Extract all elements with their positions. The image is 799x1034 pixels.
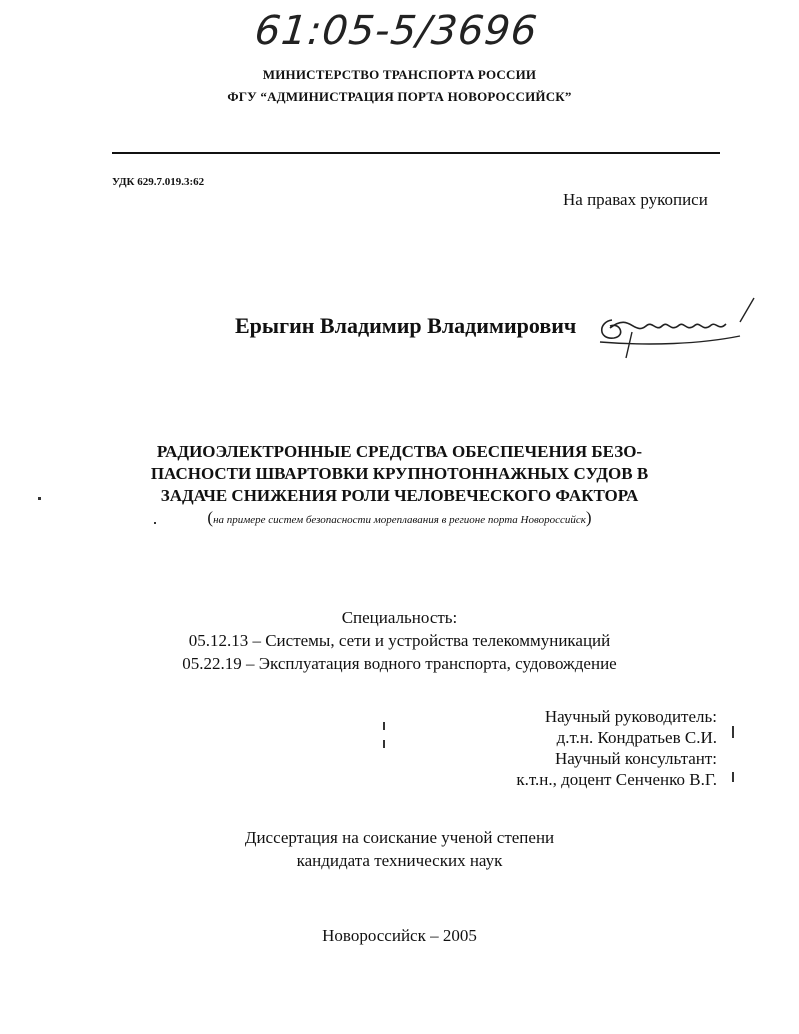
dissertation-line-2: кандидата технических наук	[296, 851, 503, 870]
scan-artifact-mark	[732, 726, 734, 738]
scan-artifact-mark	[383, 740, 385, 748]
supervisor-label: Научный руководитель:	[544, 707, 717, 726]
scan-artifact-mark	[732, 772, 734, 782]
consultant-label: Научный консультант:	[555, 749, 717, 768]
supervisor-name: д.т.н. Кондратьев С.И.	[556, 728, 717, 747]
specialty-item-2: 05.22.19 – Эксплуатация водного транспорта, судовождение	[182, 654, 617, 673]
header-divider	[112, 152, 720, 154]
specialty-item-1: 05.12.13 – Системы, сети и устройства телекоммуникаций	[188, 631, 611, 650]
scan-artifact-dot	[154, 522, 156, 524]
scan-artifact-mark	[383, 722, 385, 730]
place-and-year: Новороссийск – 2005	[322, 926, 477, 945]
udk-code: УДК 629.7.019.3:62	[112, 176, 205, 188]
specialty-heading: Специальность:	[341, 608, 458, 627]
title-line-3: ЗАДАЧЕ СНИЖЕНИЯ РОЛИ ЧЕЛОВЕЧЕСКОГО ФАКТОРА	[160, 486, 639, 505]
scan-artifact-dot	[38, 497, 41, 500]
title-subtitle: (на примере систем безопасности мореплавания в регионе порта Новороссийск)	[207, 508, 592, 527]
author-signature	[590, 292, 770, 372]
archive-code-handwritten: 61:05-5/3696	[252, 8, 540, 54]
author-name: Ерыгин Владимир Владимирович	[235, 313, 577, 338]
ministry-name: МИНИСТЕРСТВО ТРАНСПОРТА РОССИИ	[262, 67, 537, 82]
manuscript-rights-label: На правах рукописи	[563, 190, 708, 209]
subtitle-text: на примере систем безопасности мореплавания в регионе порта Новороссийск	[213, 514, 586, 526]
port-administration-name: ФГУ “АДМИНИСТРАЦИЯ ПОРТА НОВОРОССИЙСК”	[227, 89, 572, 104]
title-line-2: ПАСНОСТИ ШВАРТОВКИ КРУПНОТОННАЖНЫХ СУДОВ В	[150, 464, 649, 483]
title-line-1: РАДИОЭЛЕКТРОННЫЕ СРЕДСТВА ОБЕСПЕЧЕНИЯ БЕЗО-	[156, 442, 643, 461]
consultant-name: к.т.н., доцент Сенченко В.Г.	[516, 770, 717, 789]
dissertation-line-1: Диссертация на соискание ученой степени	[244, 828, 555, 847]
